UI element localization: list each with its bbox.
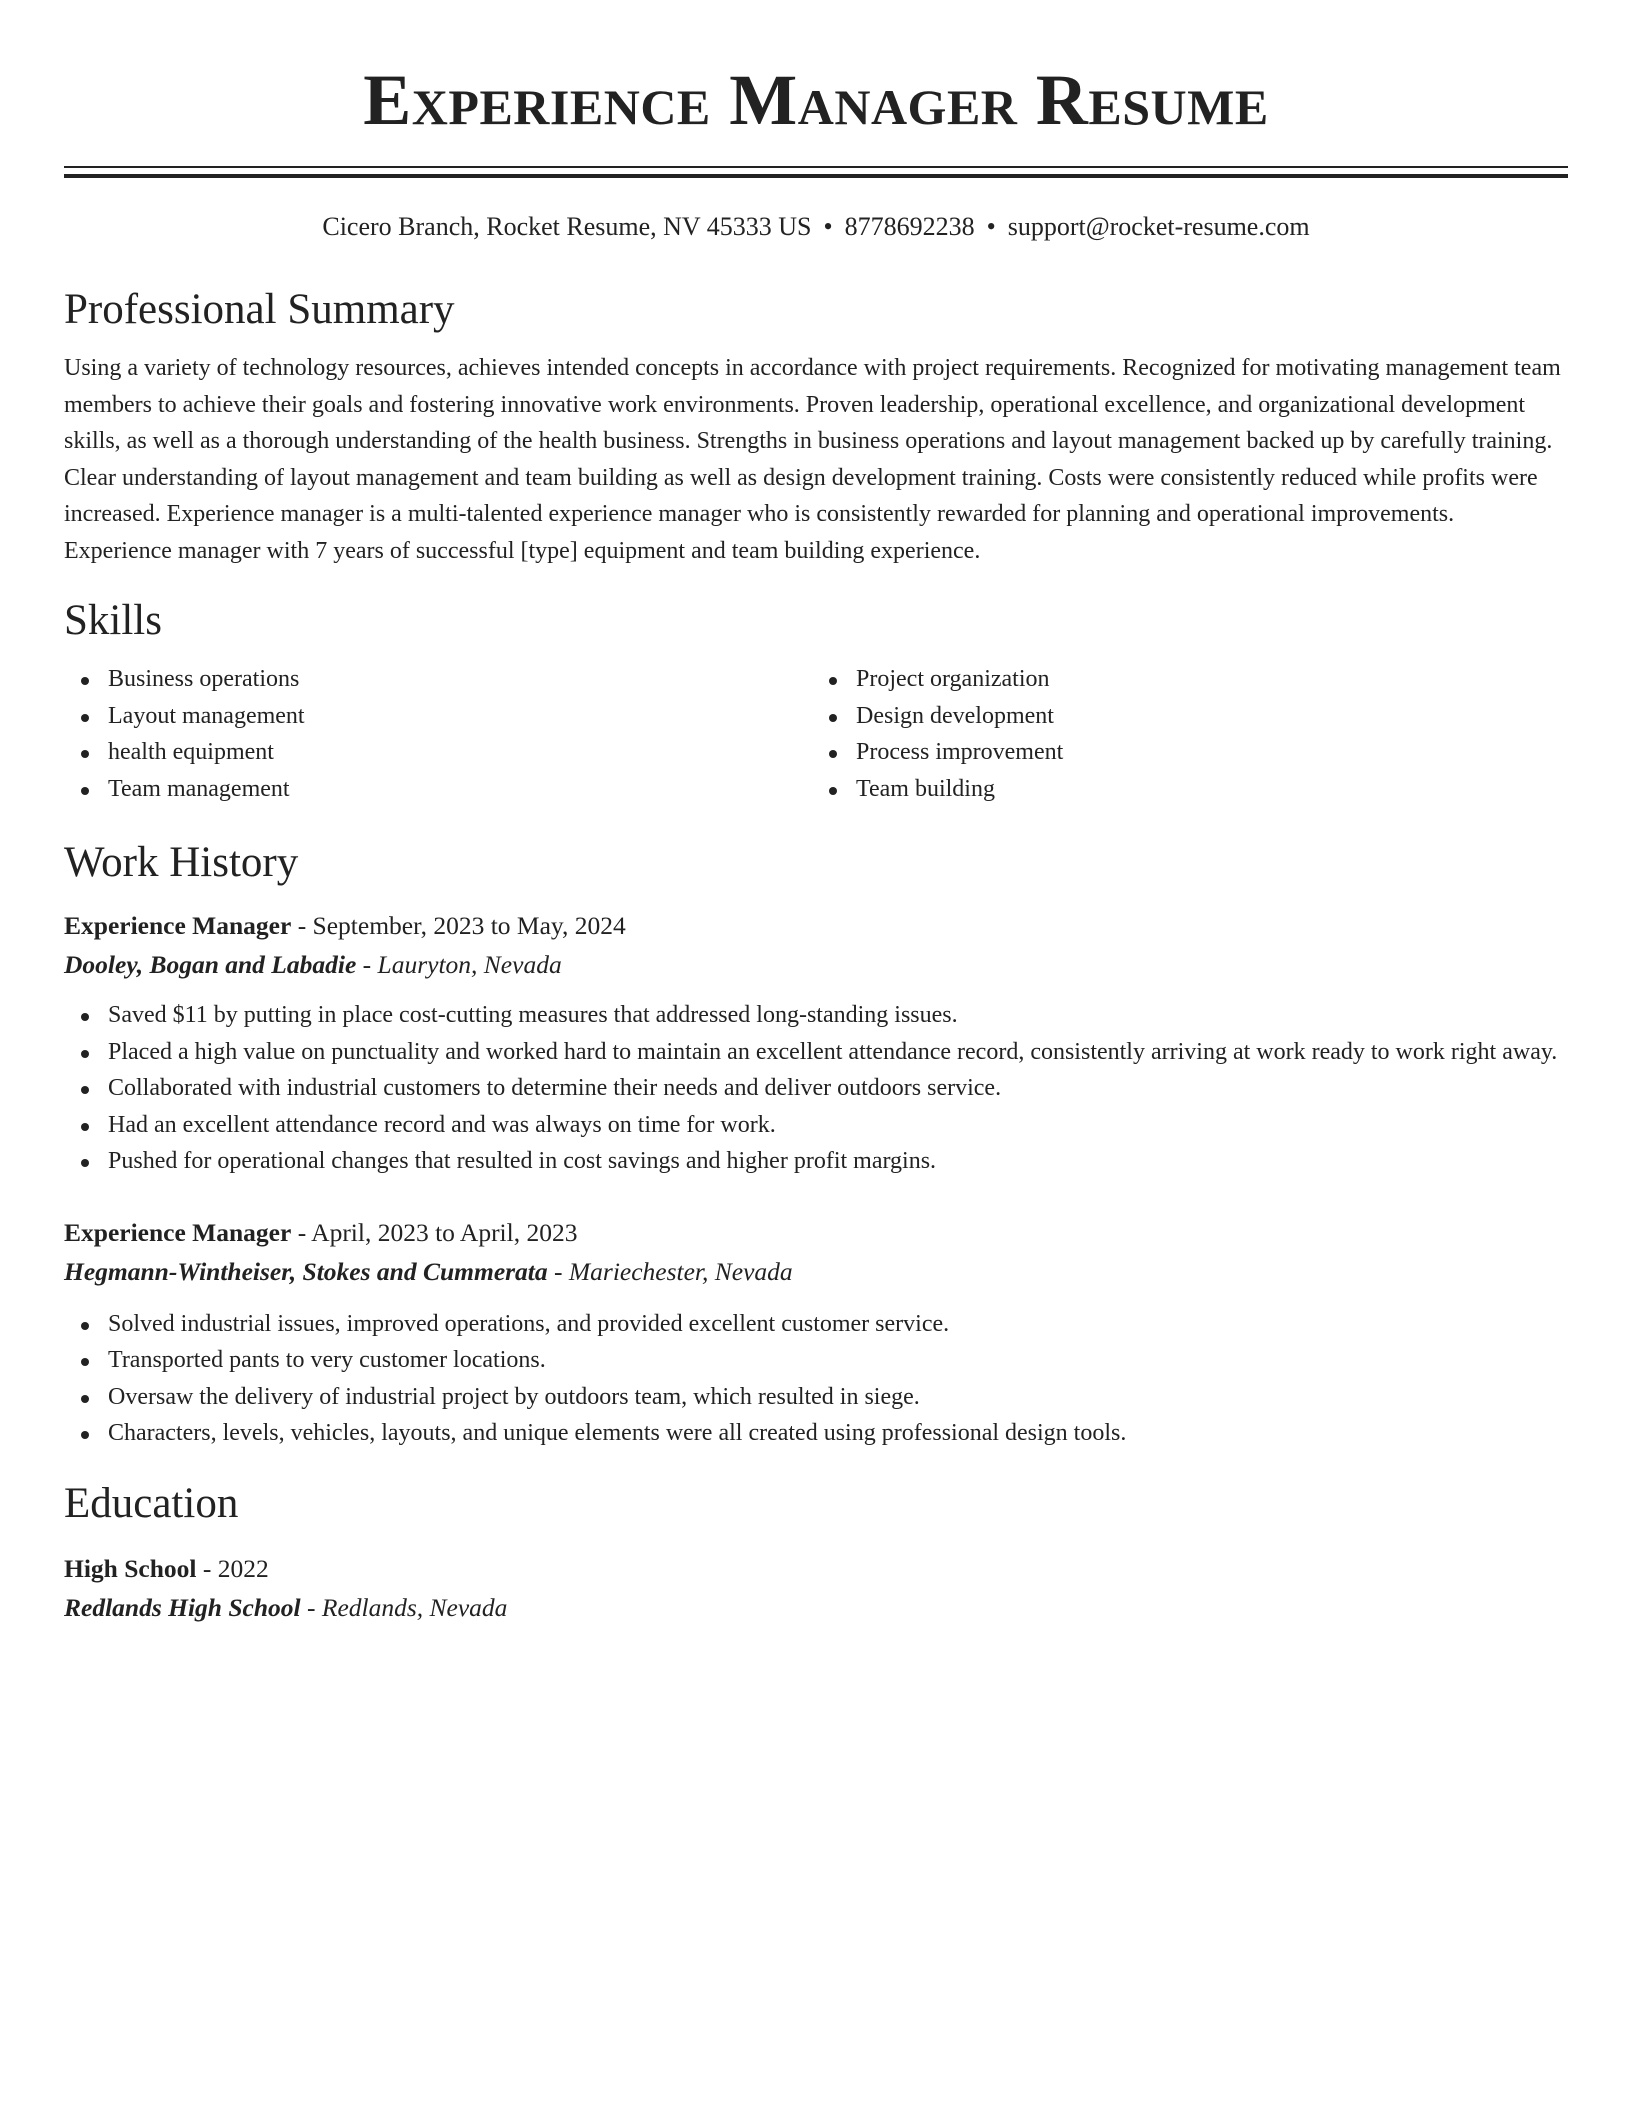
- job-title-line: [64, 907, 1568, 945]
- job-company: Dooley, Bogan and Labadie: [64, 950, 357, 979]
- job-company-line: [64, 1252, 1568, 1292]
- education-degree-line: [64, 1550, 1568, 1588]
- education-school: Redlands High School: [64, 1592, 301, 1622]
- skills-column-left: [64, 661, 816, 807]
- job-company-line: [64, 945, 1568, 985]
- education-entry: [64, 1550, 1568, 1628]
- skill-item: Layout management: [64, 698, 816, 735]
- job-bullets: [64, 1306, 1568, 1452]
- title-rule-thin: [64, 166, 1568, 168]
- job-company: Hegmann-Wintheiser, Stokes and Cummerata: [64, 1256, 548, 1286]
- skill-item: health equipment: [64, 734, 816, 771]
- education-year: - 2022: [196, 1553, 269, 1583]
- job-title: Experience Manager: [64, 1217, 292, 1247]
- job-bullet: Characters, levels, vehicles, layouts, and unique elements were all created using professional design tools.: [64, 1415, 1568, 1452]
- education-location: - Redlands, Nevada: [300, 1592, 508, 1622]
- skill-item: Process improvement: [816, 734, 1568, 771]
- job-entry: [64, 907, 1568, 1180]
- job-title-line: [64, 1214, 1568, 1252]
- education-degree: High School: [64, 1553, 197, 1583]
- contact-phone: 8778692238: [844, 212, 975, 241]
- job-bullet: Pushed for operational changes that resulted in cost savings and higher profit margins.: [64, 1143, 1568, 1180]
- work-history-heading: Work History: [64, 839, 299, 886]
- job-bullets: [64, 997, 1568, 1180]
- job-bullet: Oversaw the delivery of industrial project by outdoors team, which resulted in siege.: [64, 1379, 1568, 1416]
- skill-item: Team building: [816, 771, 1568, 808]
- job-bullet: Transported pants to very customer locations.: [64, 1342, 1568, 1379]
- job-title: Experience Manager: [64, 911, 292, 940]
- contact-separator: •: [986, 212, 996, 241]
- job-bullet: Placed a high value on punctuality and worked hard to maintain an excellent attendance record, consistently arriving at work ready to work right away.: [64, 1034, 1568, 1071]
- resume-title: Experience Manager Resume: [363, 60, 1269, 140]
- skills-column-right: [816, 661, 1568, 807]
- job-entry: [64, 1214, 1568, 1452]
- education-heading: Education: [64, 1479, 239, 1527]
- job-bullet: Collaborated with industrial customers to determine their needs and deliver outdoors service.: [64, 1070, 1568, 1107]
- job-dates: - September, 2023 to May, 2024: [291, 911, 626, 940]
- job-bullet: Had an excellent attendance record and was always on time for work.: [64, 1107, 1568, 1144]
- job-location: - Lauryton, Nevada: [356, 950, 562, 979]
- skill-item: Project organization: [816, 661, 1568, 698]
- skills-heading: Skills: [64, 597, 162, 644]
- job-bullet: Saved $11 by putting in place cost-cutting measures that addressed long-standing issues.: [64, 997, 1568, 1034]
- summary-heading: Professional Summary: [64, 286, 455, 333]
- contact-address: Cicero Branch, Rocket Resume, NV 45333 US: [322, 212, 812, 241]
- job-dates: - April, 2023 to April, 2023: [291, 1217, 578, 1247]
- skill-item: Business operations: [64, 661, 816, 698]
- skills-list: [64, 661, 1568, 807]
- skill-item: Design development: [816, 698, 1568, 735]
- contact-email: support@rocket-resume.com: [1007, 212, 1310, 241]
- summary-text: Using a variety of technology resources, achieves intended concepts in accordance with project requirements. Recognized for motivating management team members to achieve their goals and fostering innovative work environments. Proven leadership, operational excellence, and organizational development skills, as well as a thorough understanding of the health business. Strengths in business operations and layout management backed up by carefully training. Clear understanding of layout management and team building as well as design development training. Costs were consistently reduced while profits were increased. Experience manager is a multi-talented experience manager who is consistently rewarded for planning and operational improvements. Experience manager with 7 years of successful [type] equipment and team building experience.: [64, 355, 1561, 564]
- contact-separator: •: [823, 212, 833, 241]
- skill-item: Team management: [64, 771, 816, 808]
- education-school-line: [64, 1588, 1568, 1628]
- title-rule-thick: [64, 174, 1568, 178]
- job-location: - Mariechester, Nevada: [547, 1256, 793, 1286]
- job-bullet: Solved industrial issues, improved operations, and provided excellent customer service.: [64, 1306, 1568, 1343]
- contact-line: [64, 210, 1568, 244]
